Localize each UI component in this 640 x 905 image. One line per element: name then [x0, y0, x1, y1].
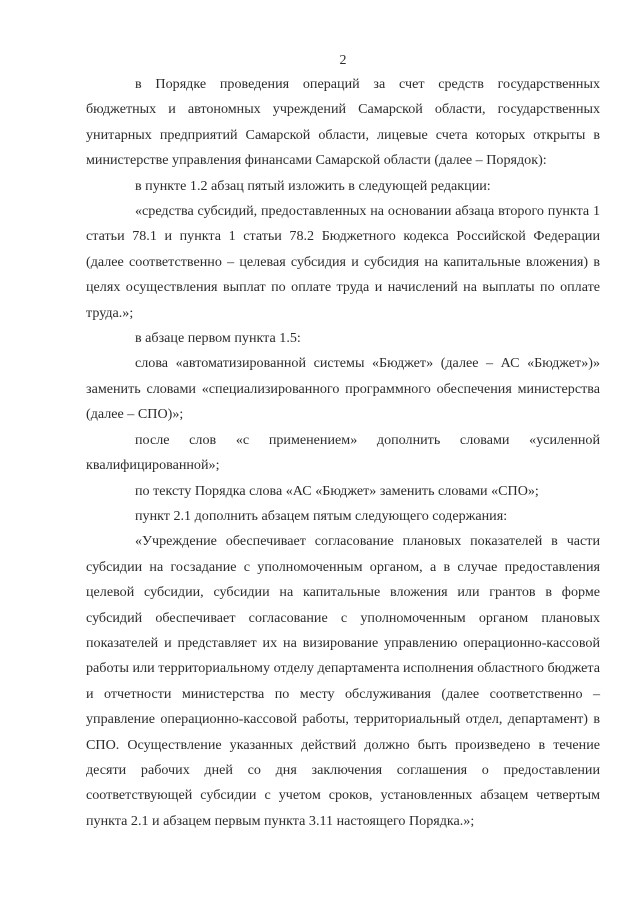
page-number: 2: [339, 53, 347, 68]
paragraph-punkt-1-5: в абзаце первом пункта 1.5:: [135, 330, 301, 347]
paragraph-punkt-1-2: в пункте 1.2 абзац пятый изложить в следующей редакции:: [135, 177, 491, 194]
paragraph-posle-slov: после слов «с применением» дополнить словами «усиленной квалифицированной»;: [86, 431, 600, 474]
paragraph-slova-avtomatizirovannoy: слова «автоматизированной системы «Бюджет» (далее – АС «Бюджет»)» заменить словами «специализированного программного обеспечения министерства (далее – СПО)»;: [86, 355, 600, 423]
paragraph-punkt-2-1: пункт 2.1 дополнить абзацем пятым следующего содержания:: [135, 507, 508, 524]
paragraph-uchrezhdenie-obespechivaet: «Учреждение обеспечивает согласование плановых показателей в части субсидии на госзадание с уполномоченным органом, а в случае предоставления целевой субсидии, субсидии на капитальные вложения или грантов в форме субсидий обеспечивает согласование с уполномоченным органом плановых показателей и представляет их на визирование управлению операционно-кассовой работы или территориальному отделу департамента исполнения областного бюджета и отчетности министерства по месту обслуживания (далее соответственно – управление операционно-кассовой работы, территориальный отдел, департамент) в СПО. Осуществление указанных действий должно быть произведено в течение десяти рабочих дней со дня заключения соглашения о предоставлении соответствующей субсидии с учетом сроков, установленных абзацем четвертым пункта 2.1 и абзацем первым пункта 3.11 настоящего Порядка.»;: [86, 533, 600, 829]
paragraph-porjadok-intro: в Порядке проведения операций за счет средств государственных бюджетных и автономных учреждений Самарской области, государственных унитарных предприятий Самарской области, лицевые счета которых открыты в министерстве управления финансами Самарской области (далее – Порядок):: [86, 76, 600, 169]
paragraph-sredstva-subsidiy: «средства субсидий, предоставленных на основании абзаца второго пункта 1 статьи 78.1 и пункта 1 статьи 78.2 Бюджетного кодекса Российской Федерации (далее соответственно – целевая субсидия и субсидия на капитальные вложения) в целях осуществления выплат по оплате труда и начислений на выплаты по оплате труда.»;: [86, 203, 600, 321]
paragraph-po-tekstu: по тексту Порядка слова «АС «Бюджет» заменить словами «СПО»;: [135, 482, 539, 499]
